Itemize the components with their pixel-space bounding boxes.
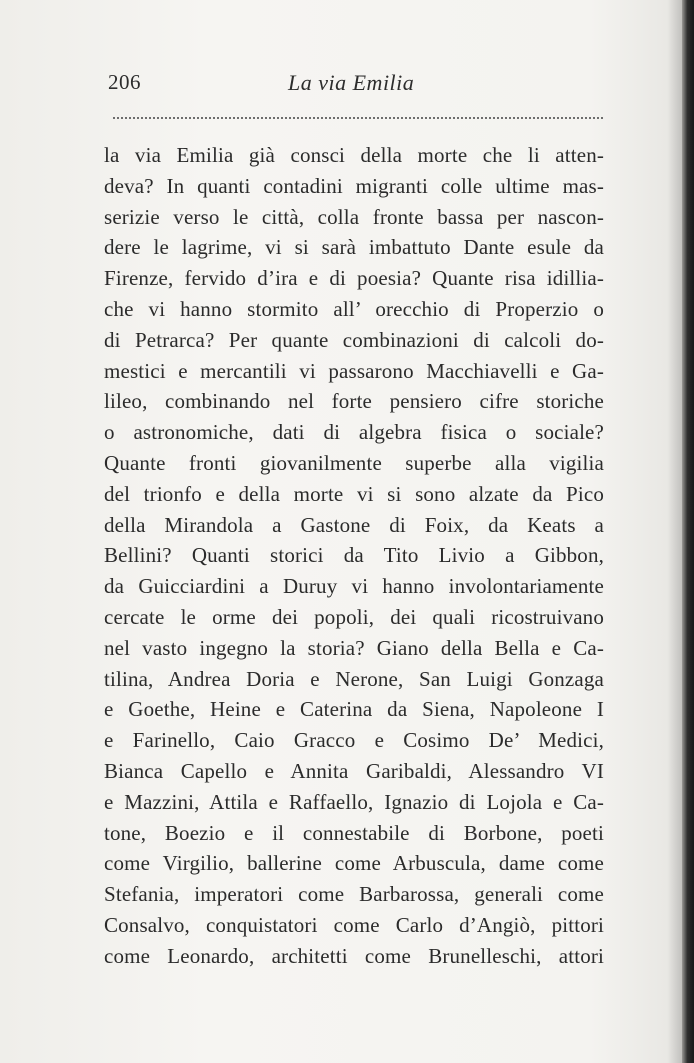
text-line: deva? In quanti contadini migranti colle ultime mas- <box>104 173 604 198</box>
text-line: serizie verso le città, colla fronte bassa per nascon- <box>104 204 604 229</box>
header-rule <box>113 117 603 119</box>
text-line: e Mazzini, Attila e Raffaello, Ignazio di Lojola e Ca- <box>104 789 604 814</box>
text-line: di Petrarca? Per quante combinazioni di calcoli do- <box>104 327 604 352</box>
text-line: del trionfo e della morte vi si sono alzate da Pico <box>104 481 604 506</box>
text-line: Bellini? Quanti storici da Tito Livio a Gibbon, <box>104 543 604 568</box>
text-line: lileo, combinando nel forte pensiero cifre storiche <box>104 389 604 414</box>
text-line: che vi hanno stormito all’ orecchio di Properzio o <box>104 296 604 321</box>
text-line: la via Emilia già consci della morte che li atten- <box>104 143 604 167</box>
text-line: nel vasto ingegno la storia? Giano della Bella e Ca- <box>104 635 604 660</box>
text-line: dere le lagrime, vi si sarà imbattuto Dante esule da <box>104 235 604 260</box>
text-line: e Goethe, Heine e Caterina da Siena, Napoleone I <box>104 697 604 722</box>
text-line: Quante fronti giovanilmente superbe alla vigilia <box>104 450 604 475</box>
running-title: La via Emilia <box>288 70 415 95</box>
page-binding-edge <box>682 0 694 1063</box>
text-line: da Guicciardini a Duruy vi hanno involontariamente <box>104 574 604 599</box>
text-line: tone, Boezio e il connestabile di Borbone, poeti <box>104 820 604 845</box>
text-line: tilina, Andrea Doria e Nerone, San Luigi Gonzaga <box>104 666 604 691</box>
page-number: 206 <box>108 70 141 94</box>
text-line: Consalvo, conquistatori come Carlo d’Angiò, pittori <box>104 912 604 937</box>
text-line: cercate le orme dei popoli, dei quali ricostruivano <box>104 604 604 629</box>
text-line: Bianca Capello e Annita Garibaldi, Alessandro VI <box>104 758 604 783</box>
text-line: Firenze, fervido d’ira e di poesia? Quante risa idillia- <box>104 266 604 291</box>
text-line: come Virgilio, ballerine come Arbuscula, dame come <box>104 851 604 876</box>
text-line: come Leonardo, architetti come Brunelleschi, attori <box>104 943 604 968</box>
body-text <box>104 140 604 972</box>
text-line: mestici e mercantili vi passarono Macchiavelli e Ga- <box>104 358 604 383</box>
text-line: Stefania, imperatori come Barbarossa, generali come <box>104 882 604 907</box>
text-line: o astronomiche, dati di algebra fisica o sociale? <box>104 420 604 445</box>
page-header <box>108 68 602 108</box>
page-shadow <box>668 0 682 1063</box>
text-line: della Mirandola a Gastone di Foix, da Keats a <box>104 512 604 537</box>
text-line: e Farinello, Caio Gracco e Cosimo De’ Medici, <box>104 728 604 753</box>
